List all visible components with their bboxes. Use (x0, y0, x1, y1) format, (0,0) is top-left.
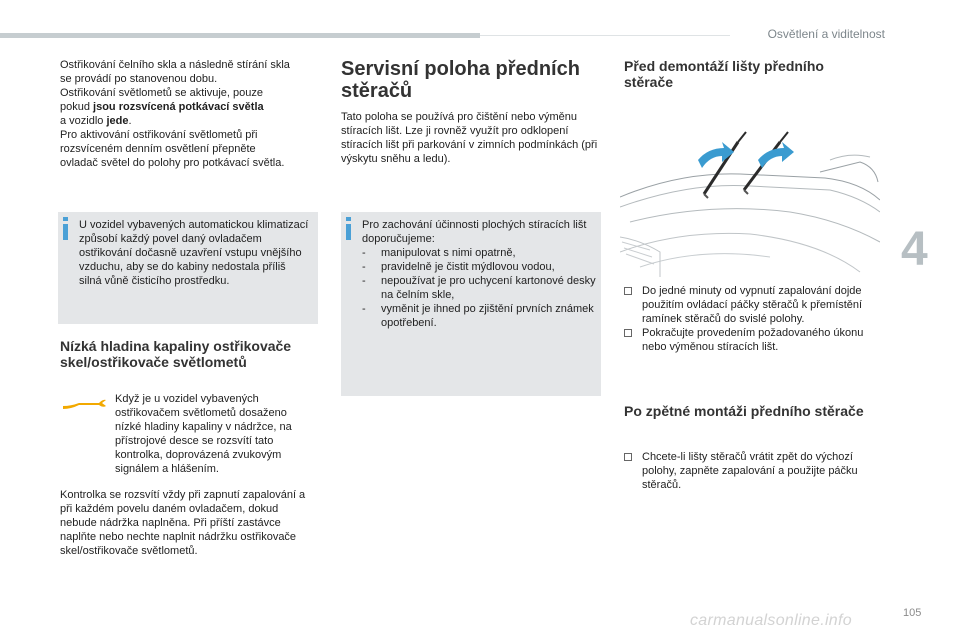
service-body: Tato poloha se používá pro čištění nebo výměnu stíracích lišt. Lze ji rovněž využít pro odklopení stíracích lišt při parkování v zimních podmínkách (při výskytu sněhu a ledu). (341, 111, 598, 165)
info-icon (346, 224, 351, 240)
list-item: - manipulovat s nimi opatrně, (362, 246, 598, 260)
chapter-title: Osvětlení a viditelnost (767, 27, 885, 41)
section-title-low-fluid: Nízká hladina kapaliny ostřikovače skel/ostřikovače světlometů (60, 338, 292, 370)
outro-paragraph: Kontrolka se rozsvítí vždy při zapnutí zapalování a při každém povelu daném ovladačem, dokud nebude nádržka naplněna. Při příští zastávce naplňte nebo nechte naplnit nádržku ostřikovače skel/ostřikovače světlometů. (60, 489, 306, 557)
info-intro: Pro zachování účinnosti plochých stíracích lišt doporučujeme: (362, 219, 587, 245)
chapter-number: 4 (901, 223, 928, 276)
info-box-blades (341, 212, 601, 396)
list-item: - pravidelně je čistit mýdlovou vodou, (362, 260, 598, 274)
list-item: Do jedné minuty od vypnutí zapalování dojde použitím ovládací páčky stěračů k přemístění ramínek stěračů do svislé polohy. (624, 284, 864, 326)
section-title-service: Servisní poloha předních stěračů (341, 58, 580, 102)
list-item: - nepoužívat je pro uchycení kartonové desky na čelním skle, (362, 274, 598, 302)
intro-paragraph: Ostřikování čelního skla a následně stírání skla se provádí po stanovenou dobu. Ostřikování světlometů se aktivuje, pouze pokud jsou rozsvícená potkávací světla a vozidlo jede. Pro aktivování ostřikování světlometů při rozsvíceném denním osvětlení přepněte ovladač světel do polohy pro potkávací světla. (60, 59, 290, 169)
checkbox-icon (624, 453, 632, 461)
header-rule (480, 35, 730, 36)
steps-list (624, 450, 874, 492)
section-title-after-install: Po zpětné montáži předního stěrače (624, 403, 864, 419)
section-low-fluid (60, 338, 318, 370)
page-number: 105 (903, 607, 922, 619)
section-title-before-removal: Před demontáží lišty předního stěrače (624, 58, 824, 90)
wiper-service-illustration (620, 112, 880, 277)
watermark: carmanualsonline.info (690, 612, 852, 629)
steps-list (624, 284, 864, 354)
arrow-left (698, 142, 734, 168)
info-icon (63, 224, 68, 240)
checkbox-icon (624, 329, 632, 337)
warning-text: Když je u vozidel vybavených ostřikovačem světlometů dosaženo nízké hladiny kapaliny v nádržce, na přístrojové desce se rozsvítí tato kontrolka, doprovázená zvukovým signálem a hlášením. (115, 393, 292, 475)
list-item: Pokračujte provedením požadovaného úkonu nebo výměnou stíracích lišt. (624, 326, 864, 354)
info-list (362, 246, 598, 330)
info-box-climate (58, 212, 318, 324)
info-text: U vozidel vybavených automatickou klimatizací způsobí každý povel daný ovladačem ostřikování dočasně uzavření vstupu vnějšího vzduchu, aby se do kabiny nedostala příliš silná vůně čisticího prostředku. (79, 219, 309, 287)
checkbox-icon (624, 287, 632, 295)
info-content (362, 218, 598, 330)
steps-after-install (624, 450, 874, 492)
header-bar (0, 33, 480, 38)
list-item: Chcete-li lišty stěračů vrátit zpět do výchozí polohy, zapněte zapalování a použijte páčku stěračů. (624, 450, 874, 492)
steps-before-removal (624, 284, 864, 354)
washer-fluid-warning-icon (61, 394, 107, 412)
column-1 (60, 58, 318, 170)
list-item: - vyměnit je ihned po zjištění prvních známek opotřebení. (362, 302, 598, 330)
